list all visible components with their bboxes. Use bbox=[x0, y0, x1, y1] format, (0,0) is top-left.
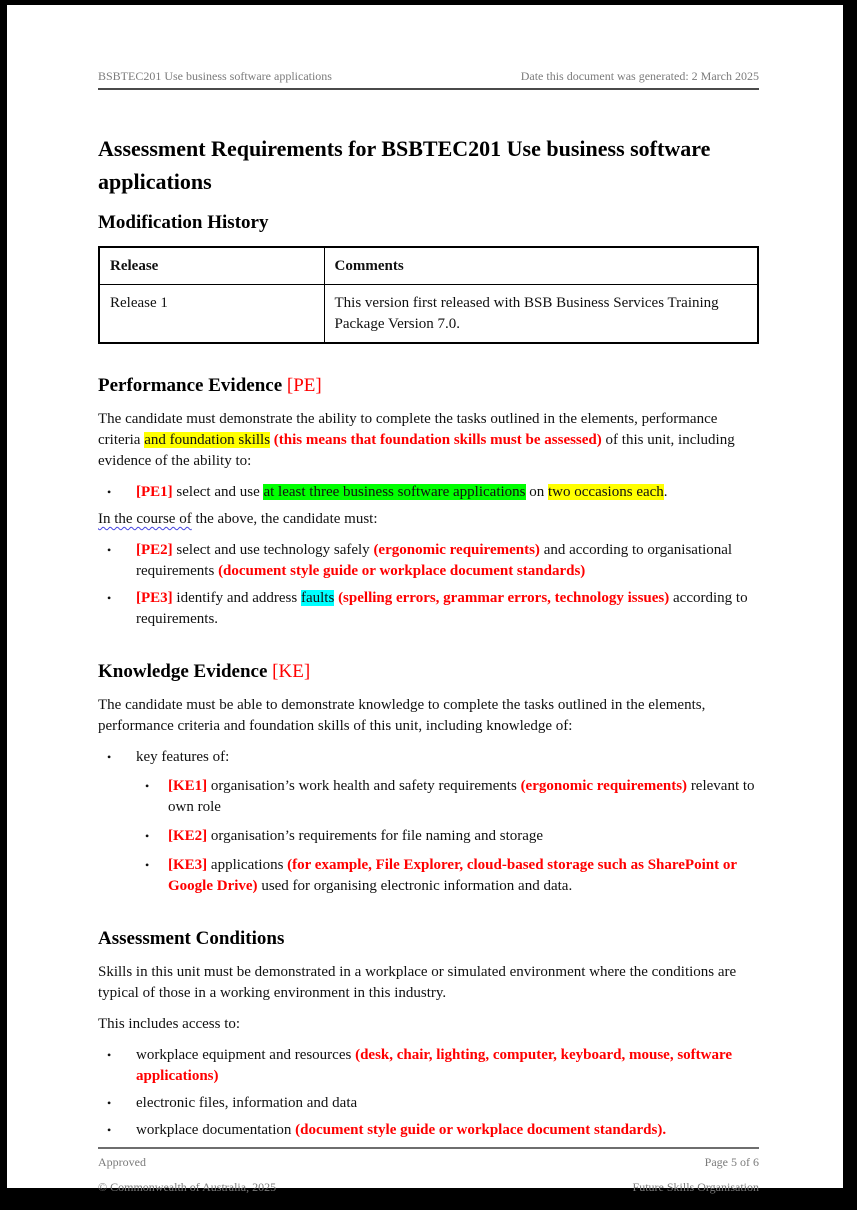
footer-copyright: © Commonwealth of Australia, 2025 bbox=[98, 1179, 277, 1194]
text-segment: two occasions each bbox=[548, 483, 664, 500]
list-item-pe1 bbox=[98, 482, 759, 503]
text-segment: Performance Evidence bbox=[98, 374, 287, 396]
paragraph-ke-intro bbox=[98, 695, 759, 737]
paragraph-ac-2 bbox=[98, 1014, 759, 1035]
table-header-comments: Comments bbox=[324, 247, 758, 285]
list-item-text bbox=[136, 747, 759, 768]
footer-page-number: Page 5 of 6 bbox=[704, 1154, 759, 1169]
section-heading-performance-evidence bbox=[98, 375, 759, 397]
text-segment: organisation’s requirements for file naming and storage bbox=[207, 827, 544, 844]
bullet-icon: • bbox=[107, 749, 112, 764]
text-segment: of this unit, including evidence of the ability to: bbox=[98, 431, 735, 469]
bullet-icon: • bbox=[145, 828, 150, 843]
text-segment: and according to organisational requirements bbox=[136, 541, 733, 579]
text-segment: (for example, File Explorer, cloud-based storage such as SharePoint or Google Drive) bbox=[168, 856, 737, 894]
bullet-icon: • bbox=[107, 1047, 112, 1062]
footer-approved: Approved bbox=[98, 1154, 146, 1169]
list-item-text bbox=[168, 826, 759, 847]
list-item-ac1 bbox=[98, 1045, 759, 1087]
paragraph-pe-interlude bbox=[98, 509, 759, 530]
footer-row-1 bbox=[98, 1155, 759, 1170]
text-segment: relevant to own role bbox=[168, 777, 755, 815]
text-segment: (ergonomic requirements) bbox=[520, 777, 688, 794]
text-segment: workplace documentation bbox=[136, 1121, 296, 1138]
text-segment: at least three business software applications bbox=[263, 483, 526, 500]
text-segment: Skills in this unit must be demonstrated in a workplace or simulated environment where the conditions are typical of those in a working environment in this industry. bbox=[98, 963, 737, 1001]
section-heading-modification-history: Modification History bbox=[98, 212, 269, 233]
text-segment: [PE3] bbox=[136, 589, 173, 606]
text-segment: [KE1] bbox=[168, 777, 208, 794]
text-segment: organisation’s work health and safety requirements bbox=[207, 777, 521, 794]
bullet-icon: • bbox=[107, 542, 112, 557]
text-segment: Knowledge Evidence bbox=[98, 660, 273, 682]
paragraph-pe-intro bbox=[98, 409, 759, 472]
text-segment: Assessment Conditions bbox=[98, 927, 285, 949]
table-cell-comments: This version first released with BSB Business Services Training Package Version 7.0. bbox=[324, 285, 758, 343]
text-segment: and foundation skills bbox=[144, 431, 271, 448]
text-segment: workplace equipment and resources bbox=[136, 1046, 356, 1063]
text-segment: the above, the candidate must: bbox=[191, 510, 378, 527]
bullet-icon: • bbox=[107, 484, 112, 499]
list-item-pe2 bbox=[98, 540, 759, 582]
text-segment: on bbox=[525, 483, 548, 500]
list-item-key-features bbox=[98, 747, 759, 768]
paragraph-ac-1 bbox=[98, 962, 759, 1004]
table-cell-release: Release 1 bbox=[99, 285, 324, 343]
text-segment: select and use bbox=[172, 483, 264, 500]
text-segment: faults bbox=[300, 589, 335, 606]
list-item-ke2 bbox=[145, 826, 759, 847]
bullet-icon: • bbox=[107, 1122, 112, 1137]
section-heading-assessment-conditions bbox=[98, 928, 759, 950]
bullet-icon: • bbox=[145, 778, 150, 793]
table-row bbox=[99, 285, 758, 343]
page-title: Assessment Requirements for BSBTEC201 Use business software applications bbox=[98, 136, 711, 194]
text-segment: (document style guide or workplace document standards) bbox=[218, 562, 586, 579]
text-segment: select and use technology safely bbox=[172, 541, 374, 558]
text-segment: (this means that foundation skills must be assessed) bbox=[273, 431, 602, 448]
table-header-release: Release bbox=[99, 247, 324, 285]
list-item-text bbox=[136, 540, 759, 582]
footer-organisation: Future Skills Organisation bbox=[632, 1179, 759, 1194]
text-segment: key features of: bbox=[136, 748, 230, 765]
bullet-icon: • bbox=[107, 1095, 112, 1110]
text-segment: according to requirements. bbox=[136, 589, 748, 627]
list-item-ac2 bbox=[98, 1093, 759, 1114]
list-item-text bbox=[136, 1120, 759, 1141]
text-segment: This includes access to: bbox=[98, 1015, 241, 1032]
text-segment: (document style guide or workplace document standards). bbox=[295, 1121, 667, 1138]
header-unit-code: BSBTEC201 Use business software applications bbox=[98, 69, 332, 83]
header-generated-date: Date this document was generated: 2 March 2025 bbox=[520, 69, 759, 83]
page-footer bbox=[98, 1147, 759, 1195]
text-segment: [PE] bbox=[286, 374, 322, 396]
list-item-pe3 bbox=[98, 588, 759, 630]
list-item-text bbox=[168, 855, 759, 897]
page-header bbox=[98, 69, 759, 90]
footer-row-2 bbox=[98, 1180, 759, 1195]
document-content bbox=[98, 90, 759, 1147]
bullet-icon: • bbox=[107, 590, 112, 605]
bullet-icon: • bbox=[145, 857, 150, 872]
text-segment: . bbox=[663, 483, 668, 500]
text-segment: (desk, chair, lighting, computer, keyboard, mouse, software applications) bbox=[136, 1046, 733, 1084]
text-segment: (ergonomic requirements) bbox=[373, 541, 540, 558]
text-segment: In the course of bbox=[98, 510, 192, 527]
list-item-ke1 bbox=[145, 776, 759, 818]
list-item-text bbox=[136, 1045, 759, 1087]
text-segment: [KE2] bbox=[168, 827, 208, 844]
text-segment: identify and address bbox=[172, 589, 301, 606]
list-item-text bbox=[136, 1093, 759, 1114]
table-header-row bbox=[99, 247, 758, 285]
text-segment: The candidate must demonstrate the ability to complete the tasks outlined in the elements, performance criteria bbox=[98, 410, 718, 448]
text-segment: [PE2] bbox=[136, 541, 173, 558]
section-heading-knowledge-evidence bbox=[98, 661, 759, 683]
text-segment: applications bbox=[207, 856, 288, 873]
document-page bbox=[7, 5, 843, 1194]
text-segment: [KE] bbox=[272, 660, 311, 682]
text-segment: [PE1] bbox=[136, 483, 173, 500]
list-item-text bbox=[136, 482, 759, 503]
text-segment: The candidate must be able to demonstrate knowledge to complete the tasks outlined in the elements, performance criteria and foundation skills of this unit, including knowledge of: bbox=[98, 696, 706, 734]
list-item-ke3 bbox=[145, 855, 759, 897]
text-segment: [KE3] bbox=[168, 856, 208, 873]
text-segment: electronic files, information and data bbox=[136, 1094, 358, 1111]
list-item-text bbox=[168, 776, 759, 818]
modification-history-table bbox=[98, 246, 759, 344]
list-item-ac3 bbox=[98, 1120, 759, 1141]
text-segment: used for organising electronic information and data. bbox=[257, 877, 573, 894]
list-item-text bbox=[136, 588, 759, 630]
text-segment: (spelling errors, grammar errors, technology issues) bbox=[338, 589, 670, 606]
